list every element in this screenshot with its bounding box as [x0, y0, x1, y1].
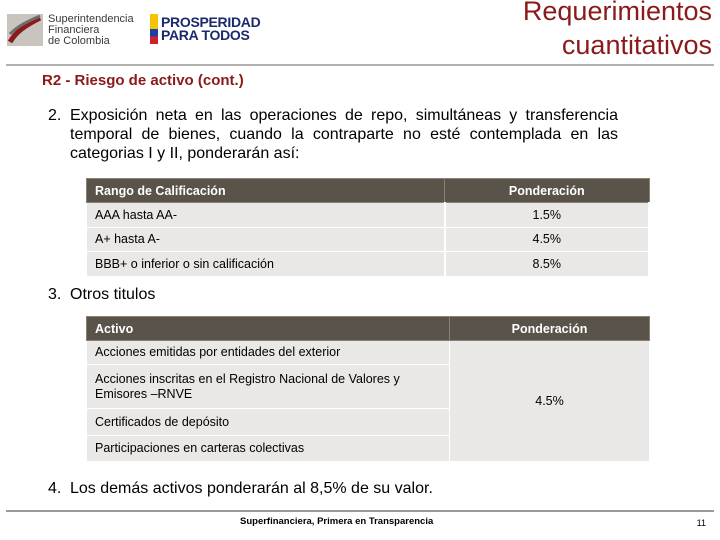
list-item-text: Otros titulos [70, 286, 156, 303]
table-header-cell: Activo [87, 317, 450, 341]
list-item-text: Exposición neta en las operaciones de repo, simultáneas y transferencia temporal de bienes, cuando la contraparte no esté contemplada en las categorias I y II, ponderarán así: [70, 107, 618, 162]
asset-weight-table [86, 316, 650, 462]
table-header-row [87, 179, 650, 203]
section-title: R2 - Riesgo de activo (cont.) [42, 72, 244, 89]
footer-divider [6, 510, 714, 512]
logo-pp-line-1: PROSPERIDAD [161, 14, 261, 30]
list-item-4 [48, 480, 433, 498]
table-cell: 1.5% [445, 203, 650, 228]
table-row [87, 203, 650, 228]
footer-text: Superfinanciera, Primera en Transparencia [240, 516, 434, 527]
colombia-flag-icon [150, 14, 158, 44]
table-row [87, 252, 650, 277]
slide-title-line-2: cuantitativos [561, 30, 712, 60]
slide-title-line-1: Requerimientos [522, 0, 712, 26]
table-header-row [87, 317, 650, 341]
table-cell: Participaciones en carteras colectivas [87, 436, 450, 462]
table-header-cell: Rango de Calificación [87, 179, 445, 203]
logo-sfc-line-2: Financiera [48, 23, 100, 36]
rating-weight-table [86, 178, 650, 277]
list-number: 3. [48, 286, 62, 303]
logo-sfc-line-3: de Colombia [48, 34, 110, 47]
table-header-cell: Ponderación [445, 179, 650, 203]
list-item-text: Los demás activos ponderarán al 8,5% de su valor. [70, 480, 433, 497]
table-cell: AAA hasta AA- [87, 203, 445, 228]
table-cell-merged-weight: 4.5% [450, 341, 650, 462]
table-cell: Certificados de depósito [87, 409, 450, 436]
table-cell: 4.5% [445, 227, 650, 252]
table-cell: Acciones inscritas en el Registro Nacional de Valores y Emisores –RNVE [87, 365, 450, 409]
table-cell: 8.5% [445, 252, 650, 277]
table-header-cell: Ponderación [450, 317, 650, 341]
table-cell: BBB+ o inferior o sin calificación [87, 252, 445, 277]
logo-sfc-line-1: Superintendencia [48, 12, 134, 25]
table-row [87, 341, 650, 365]
logo-pp-line-2: PARA TODOS [161, 27, 250, 43]
table-cell: Acciones emitidas por entidades del exterior [87, 341, 450, 365]
superfinanciera-emblem-icon [6, 12, 44, 48]
list-item-3 [48, 286, 155, 304]
list-number: 4. [48, 480, 62, 497]
slide-title [523, 0, 712, 62]
list-item-2 [48, 106, 618, 163]
table-cell: A+ hasta A- [87, 227, 445, 252]
list-number: 2. [48, 107, 62, 124]
page-number: 11 [696, 518, 706, 528]
header-divider [6, 64, 714, 66]
superfinanciera-logo [6, 10, 136, 50]
table-row [87, 227, 650, 252]
prosperidad-logo [150, 12, 260, 46]
